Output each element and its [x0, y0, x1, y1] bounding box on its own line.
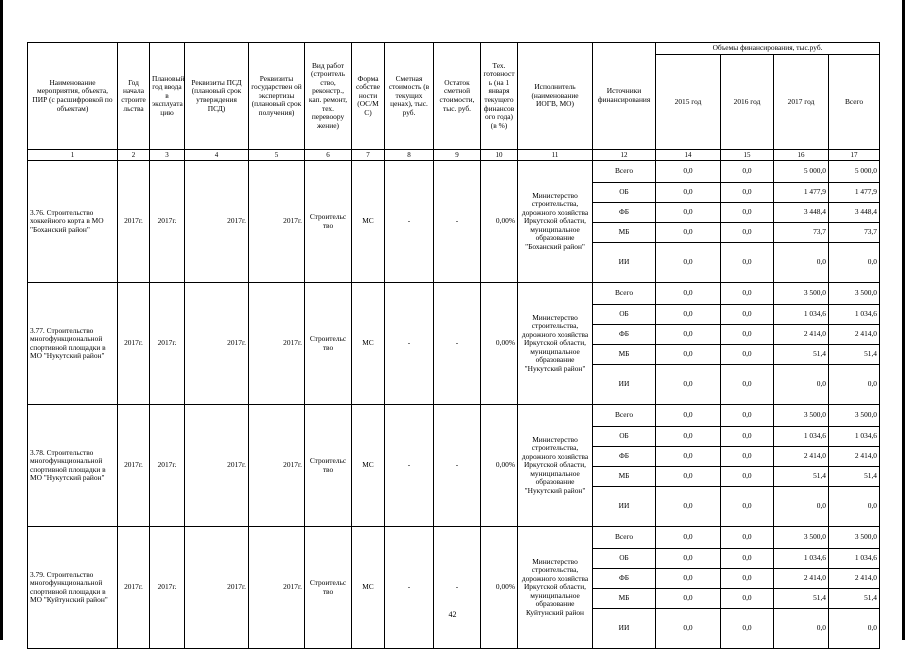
- header-year-2015: 2015 год: [656, 54, 721, 149]
- value-2017: 1 477,9: [774, 183, 829, 203]
- value-2016: 0,0: [721, 549, 774, 569]
- value-2017: 1 034,6: [774, 305, 829, 325]
- expertise-date: 2017г.: [249, 527, 305, 649]
- funding-source: МБ: [593, 467, 656, 487]
- value-2017: 2 414,0: [774, 325, 829, 345]
- work-kind: Строительс тво: [305, 283, 352, 405]
- value-2016: 0,0: [721, 609, 774, 649]
- psd-date: 2017г.: [185, 527, 249, 649]
- object-name: 3.77. Строительство многофункциональной спортивной площадки в МО "Нукутский район": [28, 283, 118, 405]
- page-number: 42: [448, 610, 457, 619]
- column-number-row: [28, 150, 880, 161]
- value-2016: 0,0: [721, 467, 774, 487]
- value-2016: 0,0: [721, 447, 774, 467]
- value-2017: 3 500,0: [774, 283, 829, 305]
- funding-source: ИИ: [593, 365, 656, 405]
- value-total: 0,0: [829, 243, 880, 283]
- start-year: 2017г.: [118, 527, 150, 649]
- value-total: 2 414,0: [829, 569, 880, 589]
- column-number: 5: [249, 150, 305, 161]
- value-2016: 0,0: [721, 427, 774, 447]
- funding-source: Всего: [593, 161, 656, 183]
- remaining-cost: -: [434, 527, 481, 649]
- ownership-form: МС: [352, 405, 385, 527]
- psd-date: 2017г.: [185, 161, 249, 283]
- value-total: 3 500,0: [829, 283, 880, 305]
- object-name: 3.76. Строительство хоккейного корта в МО "Боханский район": [28, 161, 118, 283]
- table-row: [28, 527, 880, 549]
- work-kind: Строительс тво: [305, 161, 352, 283]
- value-2016: 0,0: [721, 569, 774, 589]
- expertise-date: 2017г.: [249, 161, 305, 283]
- value-total: 0,0: [829, 487, 880, 527]
- ownership-form: МС: [352, 161, 385, 283]
- header-expertise: Реквизиты государствен ой экспертизы (плановый срок получения): [249, 43, 305, 150]
- funding-source: ОБ: [593, 183, 656, 203]
- estimated-cost: -: [385, 161, 434, 283]
- commission-year: 2017г.: [150, 283, 185, 405]
- column-number: 12: [593, 150, 656, 161]
- value-2015: 0,0: [656, 183, 721, 203]
- header-psd: Реквизиты ПСД (плановый срок утверждения ПСД): [185, 43, 249, 150]
- start-year: 2017г.: [118, 283, 150, 405]
- readiness: 0,00%: [481, 283, 518, 405]
- value-2017: 5 000,0: [774, 161, 829, 183]
- value-2015: 0,0: [656, 405, 721, 427]
- value-2017: 73,7: [774, 223, 829, 243]
- column-number: 2: [118, 150, 150, 161]
- executor: Министерство строительства, дорожного хозяйства Иркутской области, муниципальное образование "Нукутский район": [518, 283, 593, 405]
- column-number: 9: [434, 150, 481, 161]
- value-2017: 51,4: [774, 467, 829, 487]
- executor: Министерство строительства, дорожного хозяйства Иркутской области, муниципальное образование "Боханский район": [518, 161, 593, 283]
- funding-source: ОБ: [593, 305, 656, 325]
- value-2015: 0,0: [656, 345, 721, 365]
- value-total: 3 448,4: [829, 203, 880, 223]
- value-total: 3 500,0: [829, 405, 880, 427]
- work-kind: Строительс тво: [305, 527, 352, 649]
- value-2015: 0,0: [656, 549, 721, 569]
- funding-source: Всего: [593, 283, 656, 305]
- value-total: 2 414,0: [829, 325, 880, 345]
- header-funding-volumes: Объемы финансирования, тыс.руб.: [656, 43, 880, 55]
- funding-source: ФБ: [593, 569, 656, 589]
- value-2015: 0,0: [656, 447, 721, 467]
- commission-year: 2017г.: [150, 161, 185, 283]
- funding-source: ФБ: [593, 447, 656, 467]
- value-total: 1 034,6: [829, 305, 880, 325]
- header-remaining-cost: Остаток сметной стоимости, тыс. руб.: [434, 43, 481, 150]
- funding-source: ИИ: [593, 609, 656, 649]
- value-2015: 0,0: [656, 527, 721, 549]
- value-total: 1 477,9: [829, 183, 880, 203]
- start-year: 2017г.: [118, 405, 150, 527]
- funding-source: МБ: [593, 589, 656, 609]
- column-number: 7: [352, 150, 385, 161]
- value-2016: 0,0: [721, 365, 774, 405]
- object-name: 3.79. Строительство многофункциональной спортивной площадки в МО "Куйтунский район": [28, 527, 118, 649]
- funding-source: ИИ: [593, 243, 656, 283]
- expertise-date: 2017г.: [249, 405, 305, 527]
- column-number: 3: [150, 150, 185, 161]
- value-2017: 3 500,0: [774, 405, 829, 427]
- value-2017: 2 414,0: [774, 569, 829, 589]
- funding-source: ОБ: [593, 427, 656, 447]
- header-name: Наименование мероприятия, объекта, ПИР (с расшифровкой по объектам): [28, 43, 118, 150]
- scan-edge-left: [0, 0, 3, 640]
- value-2017: 3 448,4: [774, 203, 829, 223]
- value-2015: 0,0: [656, 467, 721, 487]
- value-2015: 0,0: [656, 609, 721, 649]
- object-name: 3.78. Строительство многофункциональной спортивной площадки в МО "Нукутский район": [28, 405, 118, 527]
- value-2017: 1 034,6: [774, 427, 829, 447]
- value-2015: 0,0: [656, 161, 721, 183]
- expertise-date: 2017г.: [249, 283, 305, 405]
- value-2017: 51,4: [774, 345, 829, 365]
- value-2016: 0,0: [721, 527, 774, 549]
- ownership-form: МС: [352, 283, 385, 405]
- psd-date: 2017г.: [185, 283, 249, 405]
- start-year: 2017г.: [118, 161, 150, 283]
- value-total: 51,4: [829, 345, 880, 365]
- header-executor: Исполнитель (наименование ИОГВ, МО): [518, 43, 593, 150]
- value-2017: 3 500,0: [774, 527, 829, 549]
- value-2015: 0,0: [656, 203, 721, 223]
- estimated-cost: -: [385, 283, 434, 405]
- value-total: 5 000,0: [829, 161, 880, 183]
- funding-source: МБ: [593, 223, 656, 243]
- value-2015: 0,0: [656, 569, 721, 589]
- value-2017: 51,4: [774, 589, 829, 609]
- value-2016: 0,0: [721, 345, 774, 365]
- value-total: 3 500,0: [829, 527, 880, 549]
- column-number: 6: [305, 150, 352, 161]
- value-total: 0,0: [829, 609, 880, 649]
- column-number: 14: [656, 150, 721, 161]
- estimated-cost: -: [385, 527, 434, 649]
- table-row: [28, 283, 880, 305]
- value-2016: 0,0: [721, 325, 774, 345]
- value-2017: 1 034,6: [774, 549, 829, 569]
- value-2017: 0,0: [774, 365, 829, 405]
- funding-source: ИИ: [593, 487, 656, 527]
- column-number: 8: [385, 150, 434, 161]
- table-body: [28, 161, 880, 649]
- value-2016: 0,0: [721, 183, 774, 203]
- column-number: 16: [774, 150, 829, 161]
- column-number: 4: [185, 150, 249, 161]
- work-kind: Строительс тво: [305, 405, 352, 527]
- funding-source: ОБ: [593, 549, 656, 569]
- value-2016: 0,0: [721, 405, 774, 427]
- readiness: 0,00%: [481, 405, 518, 527]
- commission-year: 2017г.: [150, 405, 185, 527]
- column-number: 11: [518, 150, 593, 161]
- value-2015: 0,0: [656, 325, 721, 345]
- header-total: Всего: [829, 54, 880, 149]
- funding-source: МБ: [593, 345, 656, 365]
- value-2015: 0,0: [656, 223, 721, 243]
- psd-date: 2017г.: [185, 405, 249, 527]
- value-2015: 0,0: [656, 243, 721, 283]
- value-2017: 0,0: [774, 487, 829, 527]
- value-2015: 0,0: [656, 365, 721, 405]
- header-readiness: Тех. готовност ь (на 1 января текущего финансов ого года) (в %): [481, 43, 518, 150]
- column-number: 10: [481, 150, 518, 161]
- executor: Министерство строительства, дорожного хозяйства Иркутской области, муниципальное образование "Нукутский район": [518, 405, 593, 527]
- value-2017: 2 414,0: [774, 447, 829, 467]
- value-2015: 0,0: [656, 589, 721, 609]
- ownership-form: МС: [352, 527, 385, 649]
- value-2015: 0,0: [656, 427, 721, 447]
- readiness: 0,00%: [481, 527, 518, 649]
- commission-year: 2017г.: [150, 527, 185, 649]
- executor: Министерство строительства, дорожного хозяйства Иркутской области, муниципальное образование Куйтунский район: [518, 527, 593, 649]
- value-2017: 0,0: [774, 243, 829, 283]
- value-total: 73,7: [829, 223, 880, 243]
- remaining-cost: -: [434, 405, 481, 527]
- value-2016: 0,0: [721, 203, 774, 223]
- value-2016: 0,0: [721, 487, 774, 527]
- value-total: 1 034,6: [829, 427, 880, 447]
- value-2016: 0,0: [721, 223, 774, 243]
- header-ownership: Форма собстве ности (ОС/М С): [352, 43, 385, 150]
- header-start-year: Год начала строите льства: [118, 43, 150, 150]
- estimated-cost: -: [385, 405, 434, 527]
- header-estimated-cost: Сметная стоимость (в текущих ценах), тыс. руб.: [385, 43, 434, 150]
- value-total: 2 414,0: [829, 447, 880, 467]
- table-row: [28, 405, 880, 427]
- remaining-cost: -: [434, 161, 481, 283]
- header-year-2016: 2016 год: [721, 54, 774, 149]
- value-total: 1 034,6: [829, 549, 880, 569]
- value-total: 51,4: [829, 589, 880, 609]
- header-year-2017: 2017 год: [774, 54, 829, 149]
- header-commission-year: Плановый год ввода в эксплуата цию: [150, 43, 185, 150]
- column-number: 17: [829, 150, 880, 161]
- value-2015: 0,0: [656, 283, 721, 305]
- value-2017: 0,0: [774, 609, 829, 649]
- column-number: 1: [28, 150, 118, 161]
- header-work-kind: Вид работ (строитель ство, реконстр., кап. ремонт, тех. перевоору жение): [305, 43, 352, 150]
- readiness: 0,00%: [481, 161, 518, 283]
- remaining-cost: -: [434, 283, 481, 405]
- funding-source: ФБ: [593, 203, 656, 223]
- table-row: [28, 161, 880, 183]
- value-2016: 0,0: [721, 589, 774, 609]
- column-number: 15: [721, 150, 774, 161]
- value-2016: 0,0: [721, 243, 774, 283]
- funding-source: Всего: [593, 405, 656, 427]
- value-total: 0,0: [829, 365, 880, 405]
- value-2016: 0,0: [721, 283, 774, 305]
- header-funding-sources: Источники финансирования: [593, 43, 656, 150]
- value-2015: 0,0: [656, 305, 721, 325]
- funding-source: Всего: [593, 527, 656, 549]
- value-total: 51,4: [829, 467, 880, 487]
- value-2016: 0,0: [721, 161, 774, 183]
- value-2015: 0,0: [656, 487, 721, 527]
- funding-source: ФБ: [593, 325, 656, 345]
- financing-table: [27, 42, 880, 649]
- value-2016: 0,0: [721, 305, 774, 325]
